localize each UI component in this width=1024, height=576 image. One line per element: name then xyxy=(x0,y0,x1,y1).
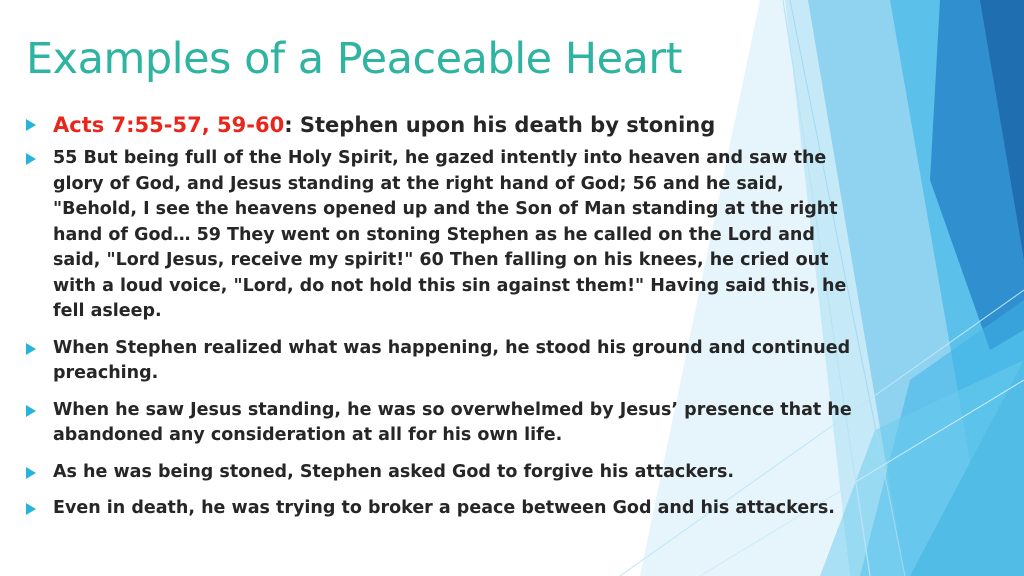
bullet-text: Even in death, he was trying to broker a peace between God and his attackers. xyxy=(53,498,835,518)
bullet-text: : Stephen upon his death by stoning xyxy=(284,113,716,137)
triangle-bullet-icon xyxy=(26,405,36,417)
bullet-text: When Stephen realized what was happening, he stood his ground and continued preaching. xyxy=(53,337,851,383)
bullet-item xyxy=(24,398,864,449)
triangle-bullet-icon xyxy=(26,467,36,479)
triangle-bullet-icon xyxy=(26,343,36,355)
bullet-item-scripture-reference xyxy=(24,110,864,140)
bullet-text: 55 But being full of the Holy Spirit, he gazed intently into heaven and saw the glory of God, and Jesus standing at the right hand of God; 56 and he said, "Behold, I see the heavens opened up and the Son of Man standing at the right hand of God… 59 They went on stoning Stephen as he called on the Lord and said, "Lord Jesus, receive my spirit!" 60 Then falling on his knees, he cried out with a loud voice, "Lord, do not hold this sin against them!" Having said this, he fell asleep. xyxy=(53,148,847,321)
bullet-item xyxy=(24,496,864,522)
bullet-item xyxy=(24,336,864,387)
bullet-item xyxy=(24,460,864,486)
triangle-bullet-icon xyxy=(26,153,36,165)
scripture-reference: Acts 7:55-57, 59-60 xyxy=(53,113,285,137)
slide-title: Examples of a Peaceable Heart xyxy=(26,34,682,84)
triangle-bullet-icon xyxy=(26,119,36,131)
triangle-bullet-icon xyxy=(26,503,36,515)
bullet-list xyxy=(24,110,864,533)
bullet-text: As he was being stoned, Stephen asked God to forgive his attackers. xyxy=(53,461,735,482)
bullet-item-scripture-quote xyxy=(24,146,864,325)
bullet-text: When he saw Jesus standing, he was so overwhelmed by Jesus’ presence that he abandoned any consideration at all for his own life. xyxy=(53,399,852,445)
